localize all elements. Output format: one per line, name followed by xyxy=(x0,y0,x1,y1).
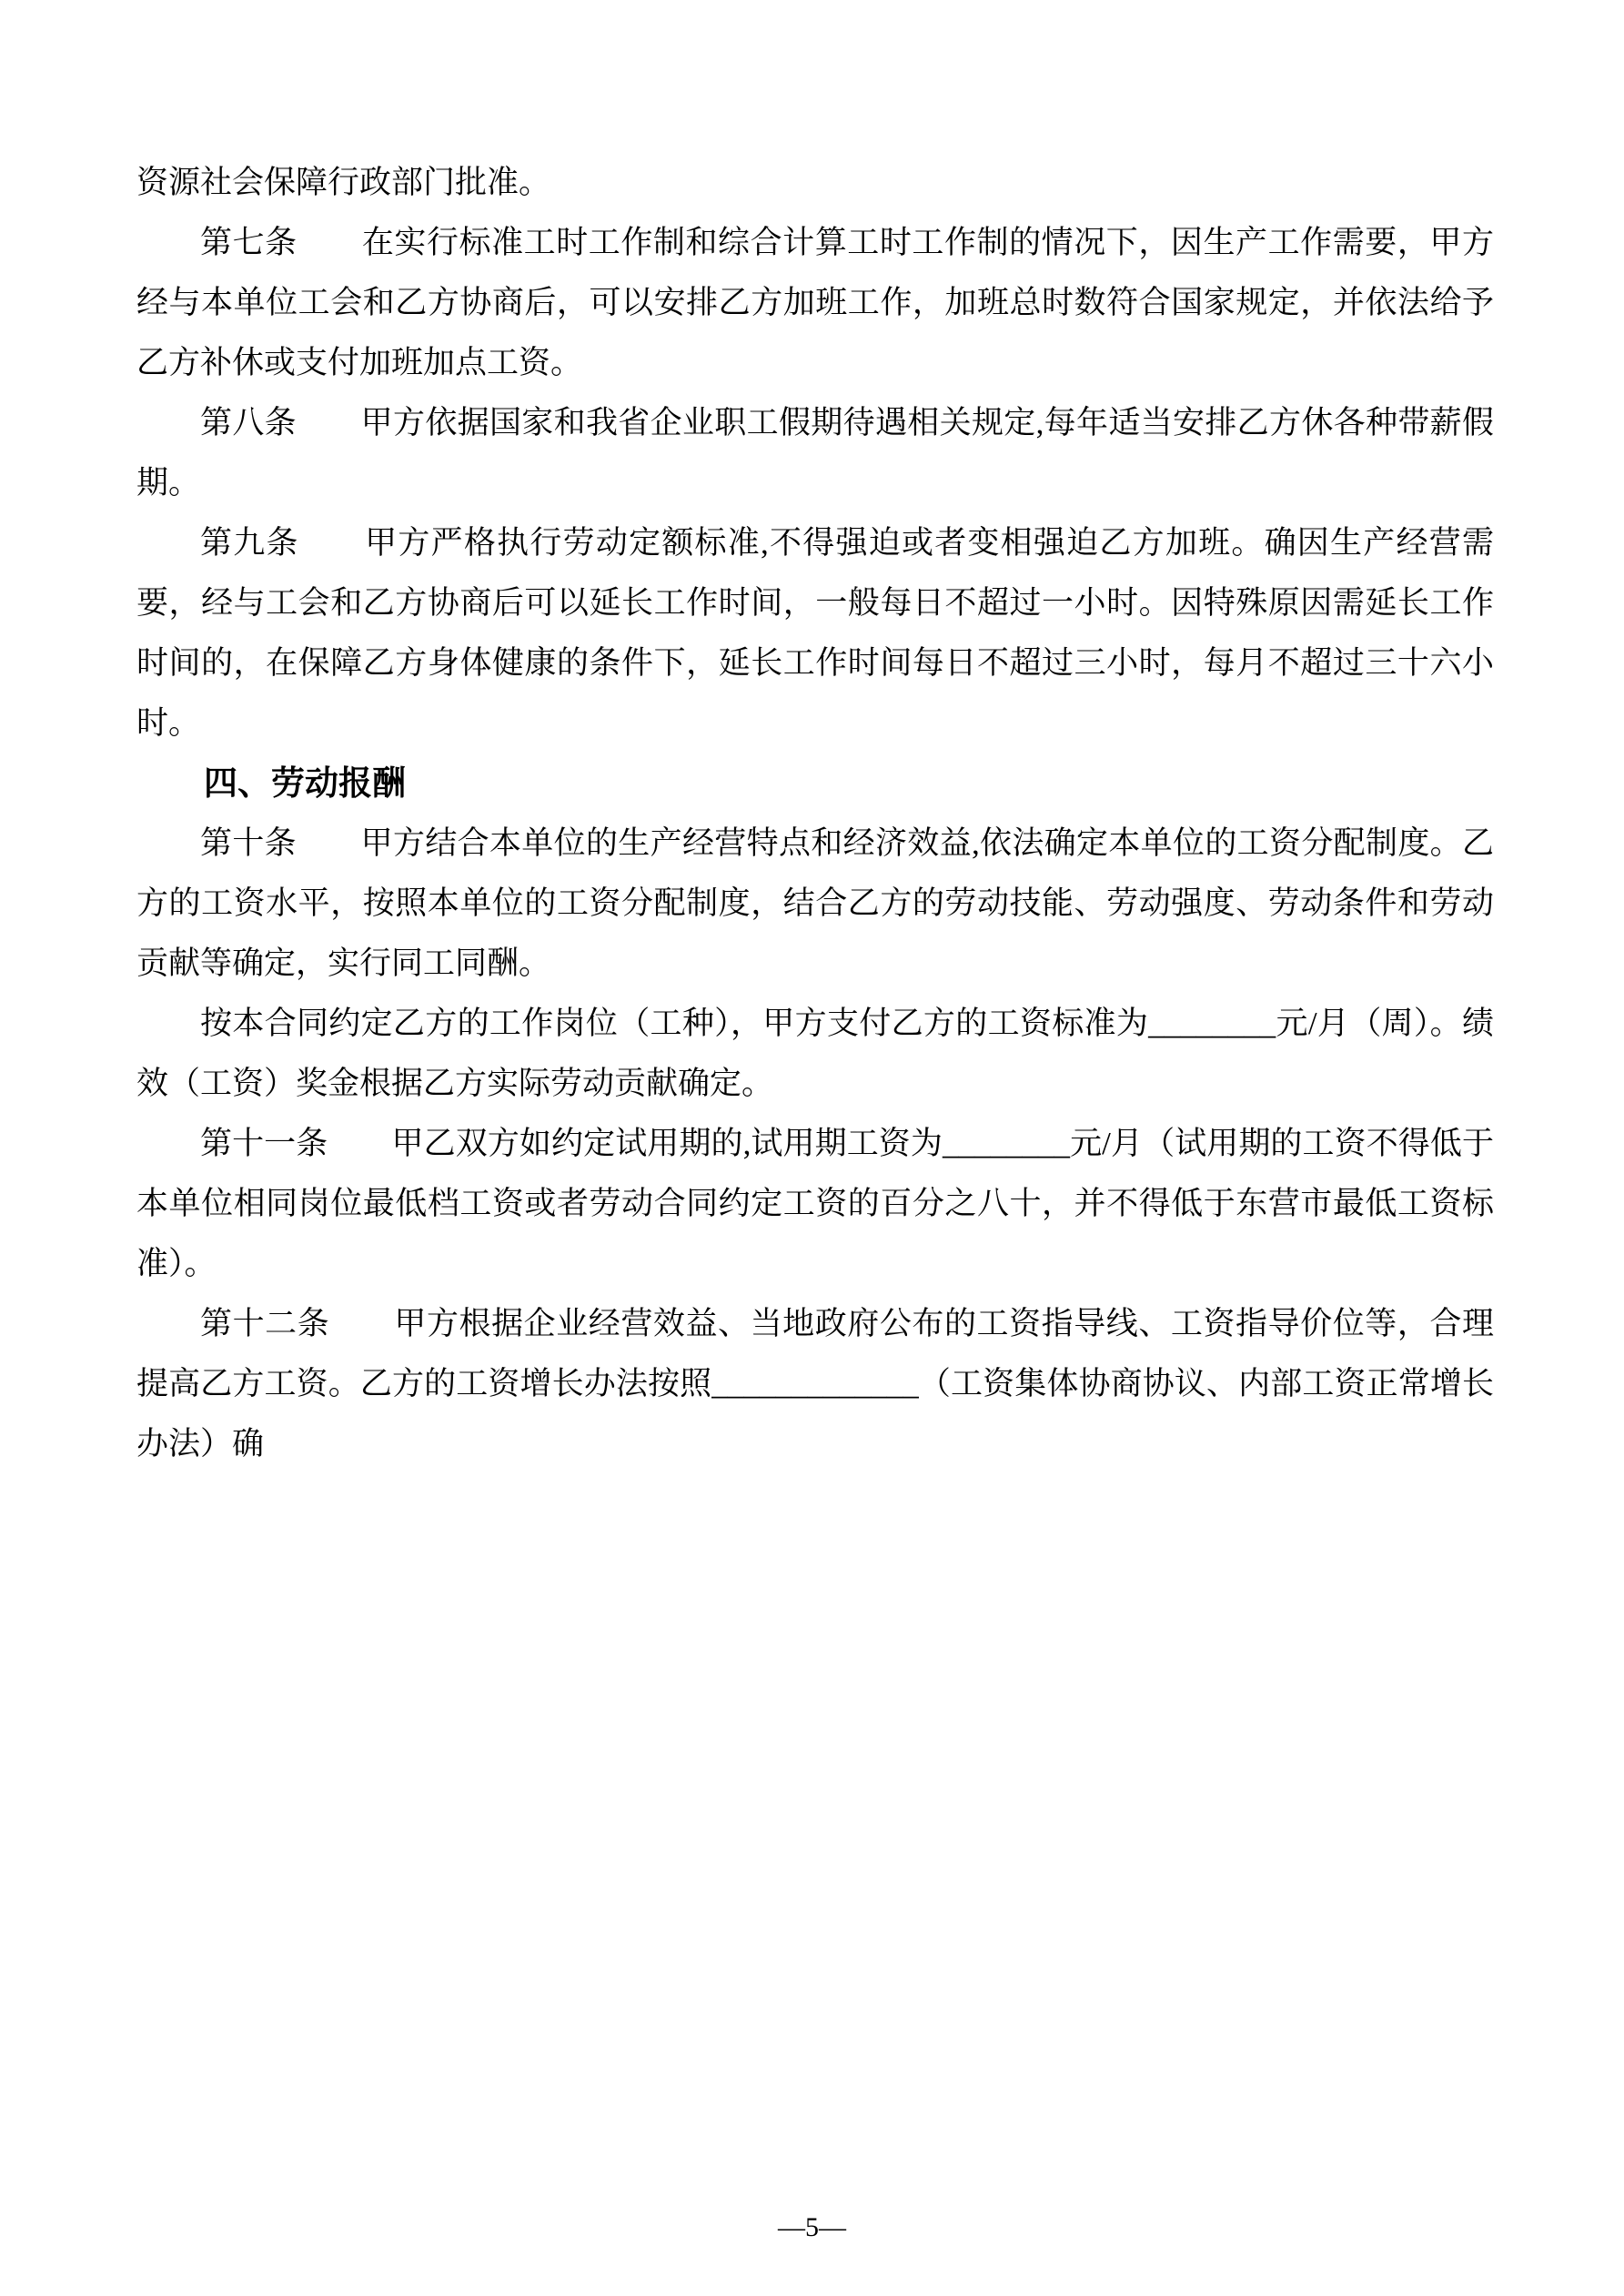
paragraph: 第十二条 甲方根据企业经营效益、当地政府公布的工资指导线、工资指导价位等，合理提高乙方工资。乙方的工资增长办法按照_____________（工资集体协商协议、内部工资正常增长办法）确 xyxy=(136,1306,1494,1462)
section-heading: 四、劳动报酬 xyxy=(204,764,406,802)
paragraph: 第七条 在实行标准工时工作制和综合计算工时工作制的情况下，因生产工作需要，甲方经与本单位工会和乙方协商后，可以安排乙方加班工作，加班总时数符合国家规定，并依法给予乙方补休或支付加班加点工资。 xyxy=(136,225,1494,380)
paragraph: 第八条 甲方依据国家和我省企业职工假期待遇相关规定,每年适当安排乙方休各种带薪假期。 xyxy=(136,405,1494,501)
paragraph: 按本合同约定乙方的工作岗位（工种），甲方支付乙方的工资标准为________元/月（周）。绩效（工资）奖金根据乙方实际劳动贡献确定。 xyxy=(136,1006,1494,1101)
paragraph: 第九条 甲方严格执行劳动定额标准,不得强迫或者变相强迫乙方加班。确因生产经营需要，经与工会和乙方协商后可以延长工作时间，一般每日不超过一小时。因特殊原因需延长工作时间的，在保障乙方身体健康的条件下，延长工作时间每日不超过三小时，每月不超过三十六小时。 xyxy=(136,525,1494,741)
paragraph: 第十条 甲方结合本单位的生产经营特点和经济效益,依法确定本单位的工资分配制度。乙方的工资水平，按照本单位的工资分配制度，结合乙方的劳动技能、劳动强度、劳动条件和劳动贡献等确定，实行同工同酬。 xyxy=(136,825,1494,981)
paragraph: 资源社会保障行政部门批准。 xyxy=(136,165,551,200)
document-body xyxy=(136,153,1494,1474)
page-number: —5— xyxy=(778,2212,846,2242)
paragraph: 第十一条 甲乙双方如约定试用期的,试用期工资为________元/月（试用期的工资不得低于本单位相同岗位最低档工资或者劳动合同约定工资的百分之八十，并不得低于东营市最低工资标准）。 xyxy=(136,1126,1494,1281)
